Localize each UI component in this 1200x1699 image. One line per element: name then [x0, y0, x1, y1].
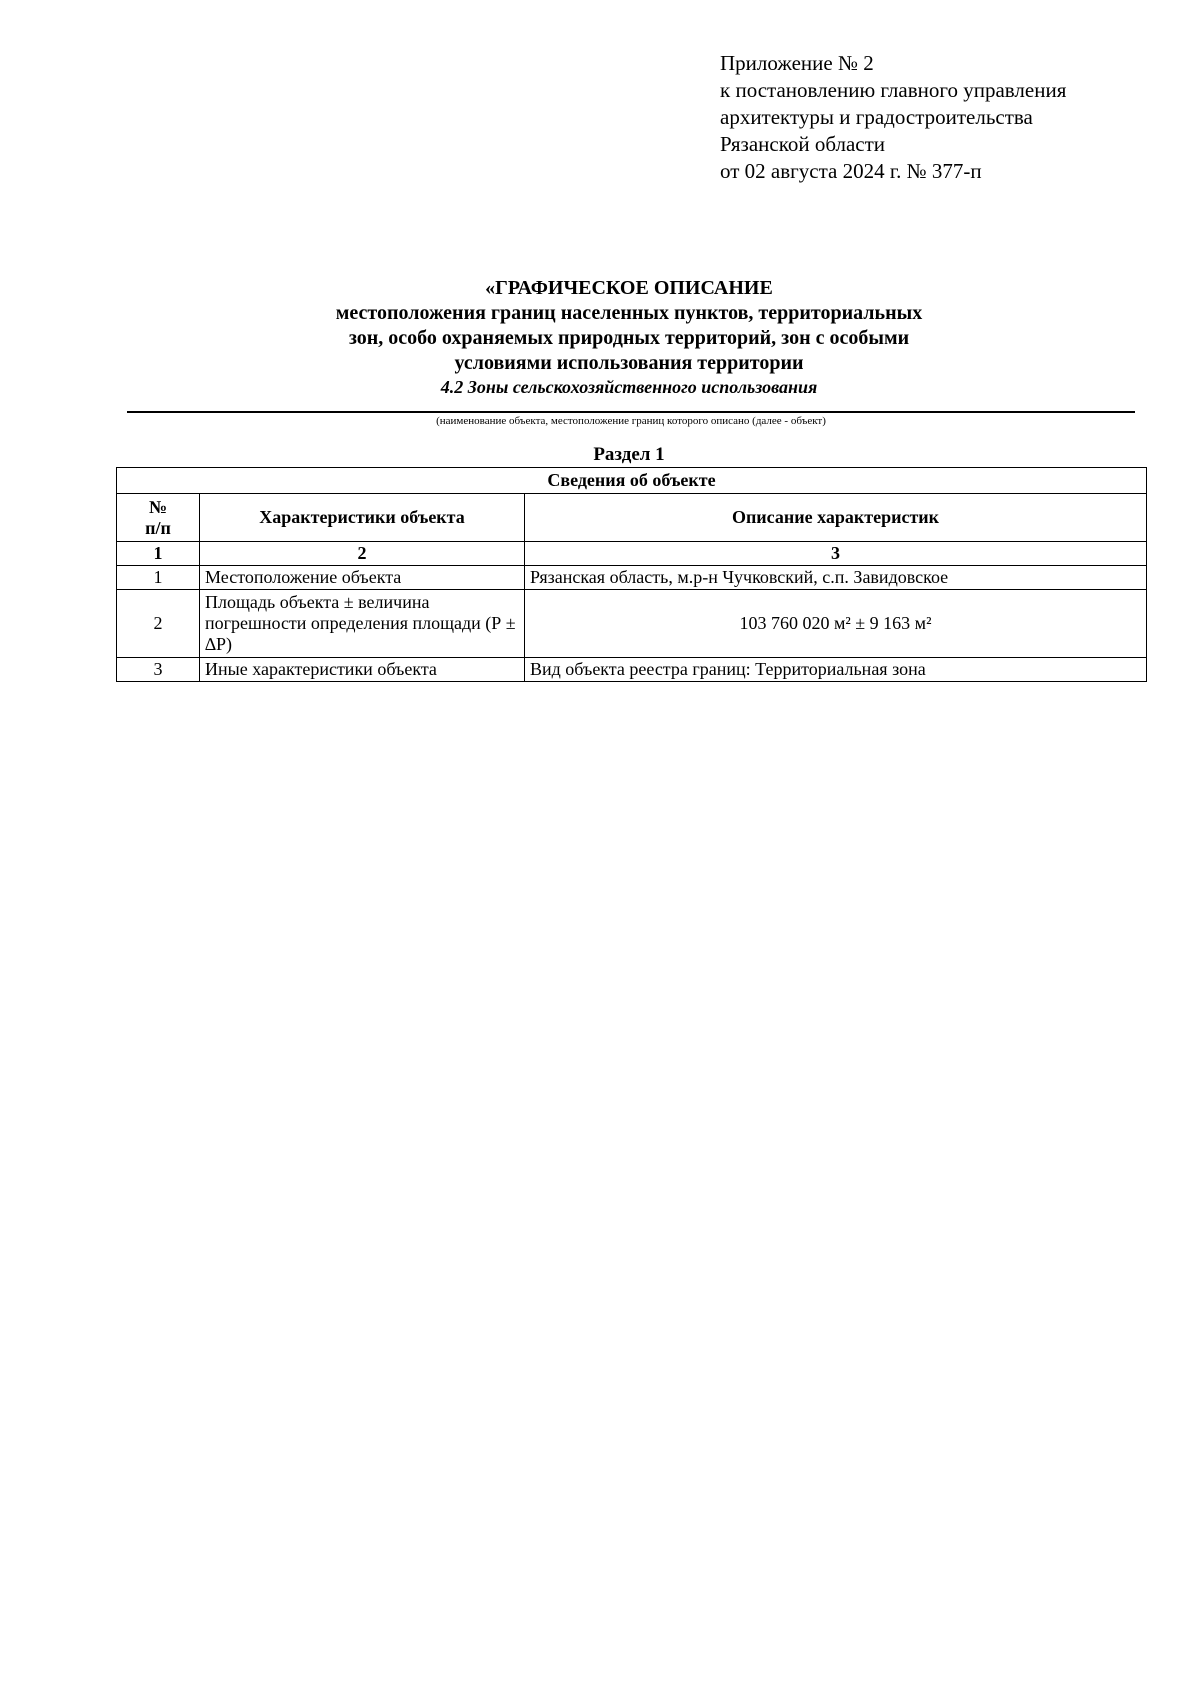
appendix-line: Рязанской области: [720, 132, 886, 156]
header-number: [117, 494, 200, 542]
appendix-line: Приложение № 2: [720, 51, 874, 75]
row-description: Рязанская область, м.р-н Чучковский, с.п. Завидовское: [525, 566, 1147, 590]
row-characteristic: Иные характеристики объекта: [200, 658, 525, 682]
header-number-sign: №: [148, 496, 168, 517]
table-row: [117, 566, 1147, 590]
object-name: 4.2 Зоны сельскохозяйственного использования: [440, 377, 818, 397]
index-cell: 3: [525, 542, 1147, 566]
row-description: 103 760 020 м² ± 9 163 м²: [525, 590, 1147, 658]
object-name-caption: (наименование объекта, местоположение границ которого описано (далее - объект): [436, 415, 826, 427]
header-characteristic: Характеристики объекта: [200, 494, 525, 542]
header-description: Описание характеристик: [525, 494, 1147, 542]
index-cell: 1: [117, 542, 200, 566]
row-description: Вид объекта реестра границ: Территориальная зона: [525, 658, 1147, 682]
table-row: [117, 590, 1147, 658]
table-caption: Сведения об объекте: [117, 468, 1147, 494]
appendix-line: архитектуры и градостроительства: [720, 105, 1033, 129]
title-line: условиями использования территории: [454, 352, 804, 374]
row-characteristic: Местоположение объекта: [200, 566, 525, 590]
document-title: [118, 276, 1140, 399]
index-cell: 2: [200, 542, 525, 566]
title-line: зон, особо охраняемых природных территорий, зон с особыми: [348, 327, 910, 349]
table-row: [117, 658, 1147, 682]
row-characteristic: Площадь объекта ± величина погрешности определения площади (Р ± ∆Р): [200, 590, 525, 658]
title-line: «ГРАФИЧЕСКОЕ ОПИСАНИЕ: [485, 277, 773, 299]
appendix-header: [720, 50, 1180, 185]
row-number: 3: [117, 658, 200, 682]
appendix-date-line: от 02 августа 2024 г. № 377-п: [720, 159, 982, 183]
section-title: Раздел 1: [593, 444, 665, 465]
object-info-table: [116, 467, 1147, 682]
row-number: 1: [117, 566, 200, 590]
title-line: местоположения границ населенных пунктов, территориальных: [335, 302, 923, 324]
header-number-pp: п/п: [145, 517, 171, 538]
row-number: 2: [117, 590, 200, 658]
appendix-line: к постановлению главного управления: [720, 78, 1067, 102]
object-name-underline: [127, 411, 1135, 413]
